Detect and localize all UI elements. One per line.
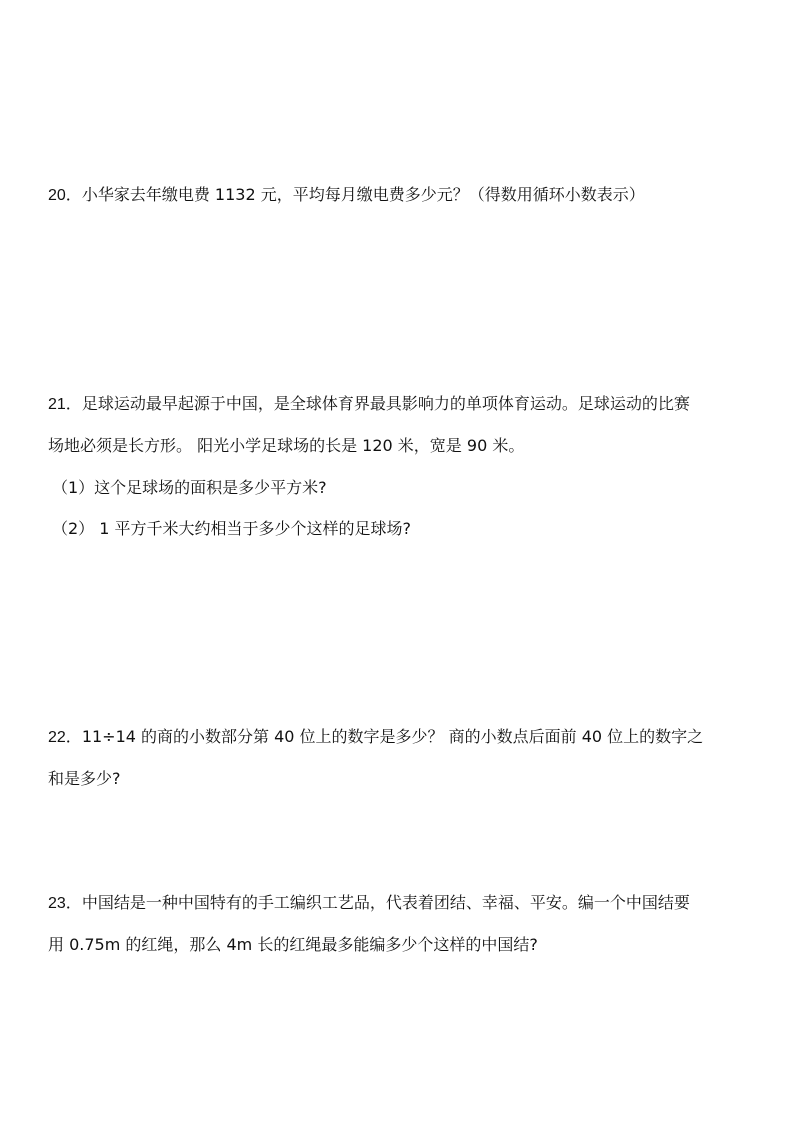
question-23	[48, 892, 690, 915]
question-22	[48, 726, 703, 749]
question-text: 场地必须是长方形。 阳光小学足球场的长是 120 米，宽是 90 米。	[48, 436, 525, 455]
question-number: 23．	[48, 895, 82, 912]
question-23-line-2	[48, 934, 538, 956]
sub-question-text: （1）这个足球场的面积是多少平方米?	[52, 478, 327, 497]
question-text: 和是多少?	[48, 769, 121, 788]
question-21-sub-2	[52, 518, 411, 540]
question-text: 足球运动最早起源于中国，是全球体育界最具影响力的单项体育运动。足球运动的比赛	[81, 394, 690, 413]
sub-question-text: （2） 1 平方千米大约相当于多少个这样的足球场?	[52, 519, 412, 538]
question-20	[48, 184, 645, 207]
question-22-line-2	[48, 768, 121, 790]
question-21-sub-1	[52, 477, 327, 499]
question-21-line-2	[48, 435, 524, 457]
question-text: 用 0.75m 的红绳，那么 4m 长的红绳最多能编多少个这样的中国结?	[48, 935, 538, 954]
question-number: 22．	[48, 729, 82, 746]
question-number: 21．	[48, 396, 82, 413]
question-text: 11÷14 的商的小数部分第 40 位上的数字是多少？ 商的小数点后面前 40 位上的数字之	[81, 727, 704, 746]
question-number: 20．	[48, 187, 82, 204]
question-text: 中国结是一种中国特有的手工编织工艺品，代表着团结、幸福、平安。编一个中国结要	[81, 893, 690, 912]
question-text: 小华家去年缴电费 1132 元，平均每月缴电费多少元？（得数用循环小数表示）	[81, 185, 645, 204]
question-21	[48, 393, 690, 416]
